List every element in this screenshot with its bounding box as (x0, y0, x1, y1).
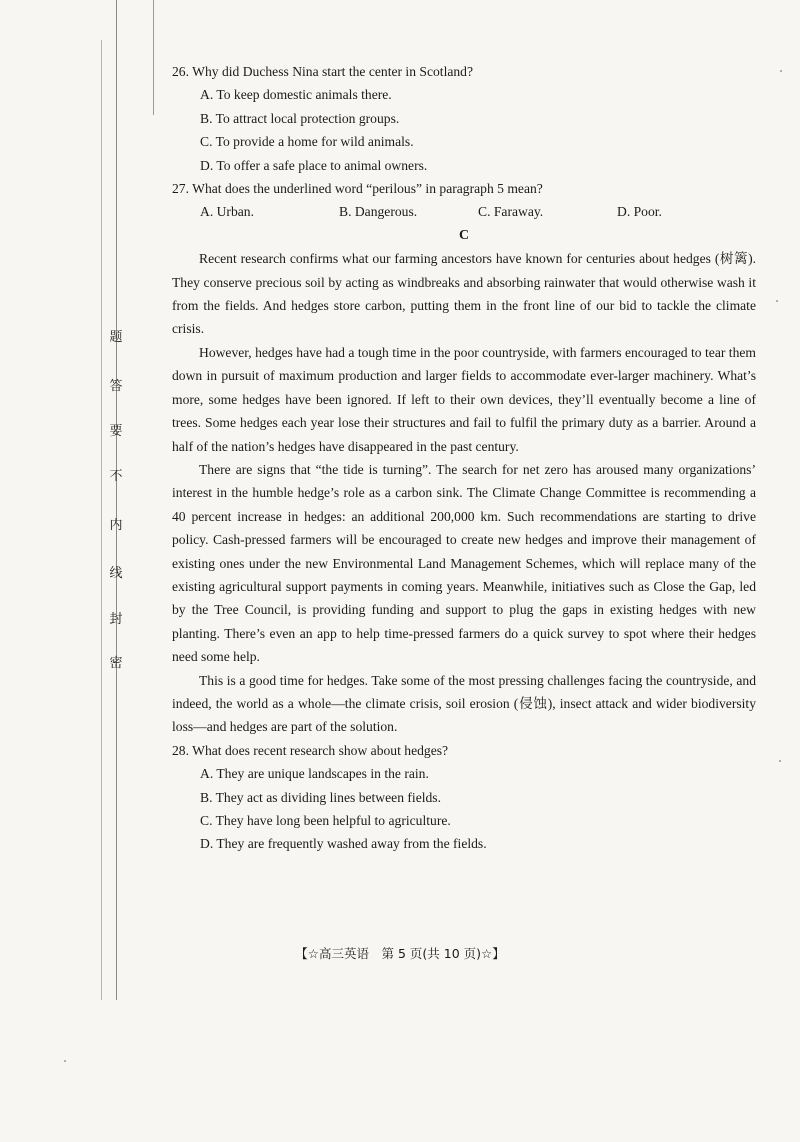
option-c: C. They have long been helpful to agriculture. (200, 813, 451, 828)
passage-paragraph-1: Recent research confirms what our farming ancestors have known for centuries about hedges (树篱). They conserve precious soil by acting as windbreaks and absorbing rainwater that would otherwise wash it from the fields. And hedges store carbon, putting them in the front line of our bid to tackle the climate crisis. (172, 251, 756, 337)
option-d: D. They are frequently washed away from the fields. (200, 836, 487, 852)
option-a: A. Urban. (200, 204, 254, 220)
seal-char: 内 (109, 518, 123, 533)
margin-rule-outer (101, 40, 102, 1000)
option-d: D. Poor. (617, 204, 662, 220)
option-c: C. To provide a home for wild animals. (200, 134, 414, 150)
scan-speck (64, 1060, 66, 1062)
question-28 (172, 739, 756, 856)
scan-speck (779, 760, 781, 762)
passage-paragraph-3: There are signs that “the tide is turning”. The search for net zero has aroused many organizations’ interest in the humble hedge’s role as a carbon sink. The Climate Change Committee is recommending a 40 percent increase in hedges: an additional 200,000 km. Such recommendations are starting to drive policy. Cash-pressed farmers will be encouraged to create new hedges and improve their management of existing ones under the new Environmental Land Management Schemes, which will replace many of the existing agricultural support payments in coming years. Meanwhile, initiatives such as Close the Gap, led by the Tree Council, is providing funding and support to plug the gaps in existing hedges with new planting. There’s even an app to help time-pressed farmers do a quick survey to spot where their hedges need some help. (172, 461, 756, 665)
option-b: B. They act as dividing lines between fields. (200, 789, 441, 805)
seal-char: 答 (109, 379, 123, 394)
seal-char: 线 (109, 566, 123, 581)
passage-paragraph-4: This is a good time for hedges. Take some of the most pressing challenges facing the countryside, and indeed, the world as a whole—the climate crisis, soil erosion (侵蚀), insect attack and wider biodiversity loss—and hedges are part of the solution. (172, 672, 756, 735)
option-b: B. Dangerous. (339, 204, 418, 220)
seal-char: 密 (109, 656, 123, 671)
seal-char: 封 (109, 612, 123, 627)
question-stem: 26. Why did Duchess Nina start the center in Scotland? (172, 64, 474, 79)
option-b: B. To attract local protection groups. (200, 110, 400, 126)
option-a: A. To keep domestic animals there. (200, 87, 392, 103)
option-d: D. To offer a safe place to animal owners. (200, 157, 428, 173)
seal-char: 题 (109, 330, 123, 345)
question-26 (172, 60, 756, 177)
question-27 (172, 177, 756, 224)
exam-content (172, 60, 756, 856)
options-row (200, 200, 756, 223)
option-c: C. Faraway. (478, 204, 544, 220)
scan-speck (776, 300, 778, 302)
seal-char: 要 (109, 424, 123, 439)
seal-char: 不 (109, 469, 123, 484)
section-heading: C (458, 227, 470, 243)
question-stem: 28. What does recent research show about hedges? (172, 742, 449, 758)
question-stem: 27. What does the underlined word “perilous” in paragraph 5 mean? (172, 181, 543, 197)
option-a: A. They are unique landscapes in the rain. (200, 766, 429, 782)
binding-line (116, 0, 117, 1000)
binding-line-short (153, 0, 154, 115)
passage-paragraph-2: However, hedges have had a tough time in the poor countryside, with farmers encouraged to tear them down in pursuit of maximum production and larger fields to accommodate ever-larger machinery. What’s more, some hedges have been ignored. If left to their own devices, they’ll eventually become a line of trees. Some hedges each year lose their structures and fail to fulfil the primary duty as a barrier. Around a half of the nation’s hedges have disappeared in the past century. (172, 344, 756, 454)
scan-speck (780, 70, 782, 72)
page-footer: 【☆高三英语 第 5 页(共 10 页)☆】 (295, 946, 505, 961)
